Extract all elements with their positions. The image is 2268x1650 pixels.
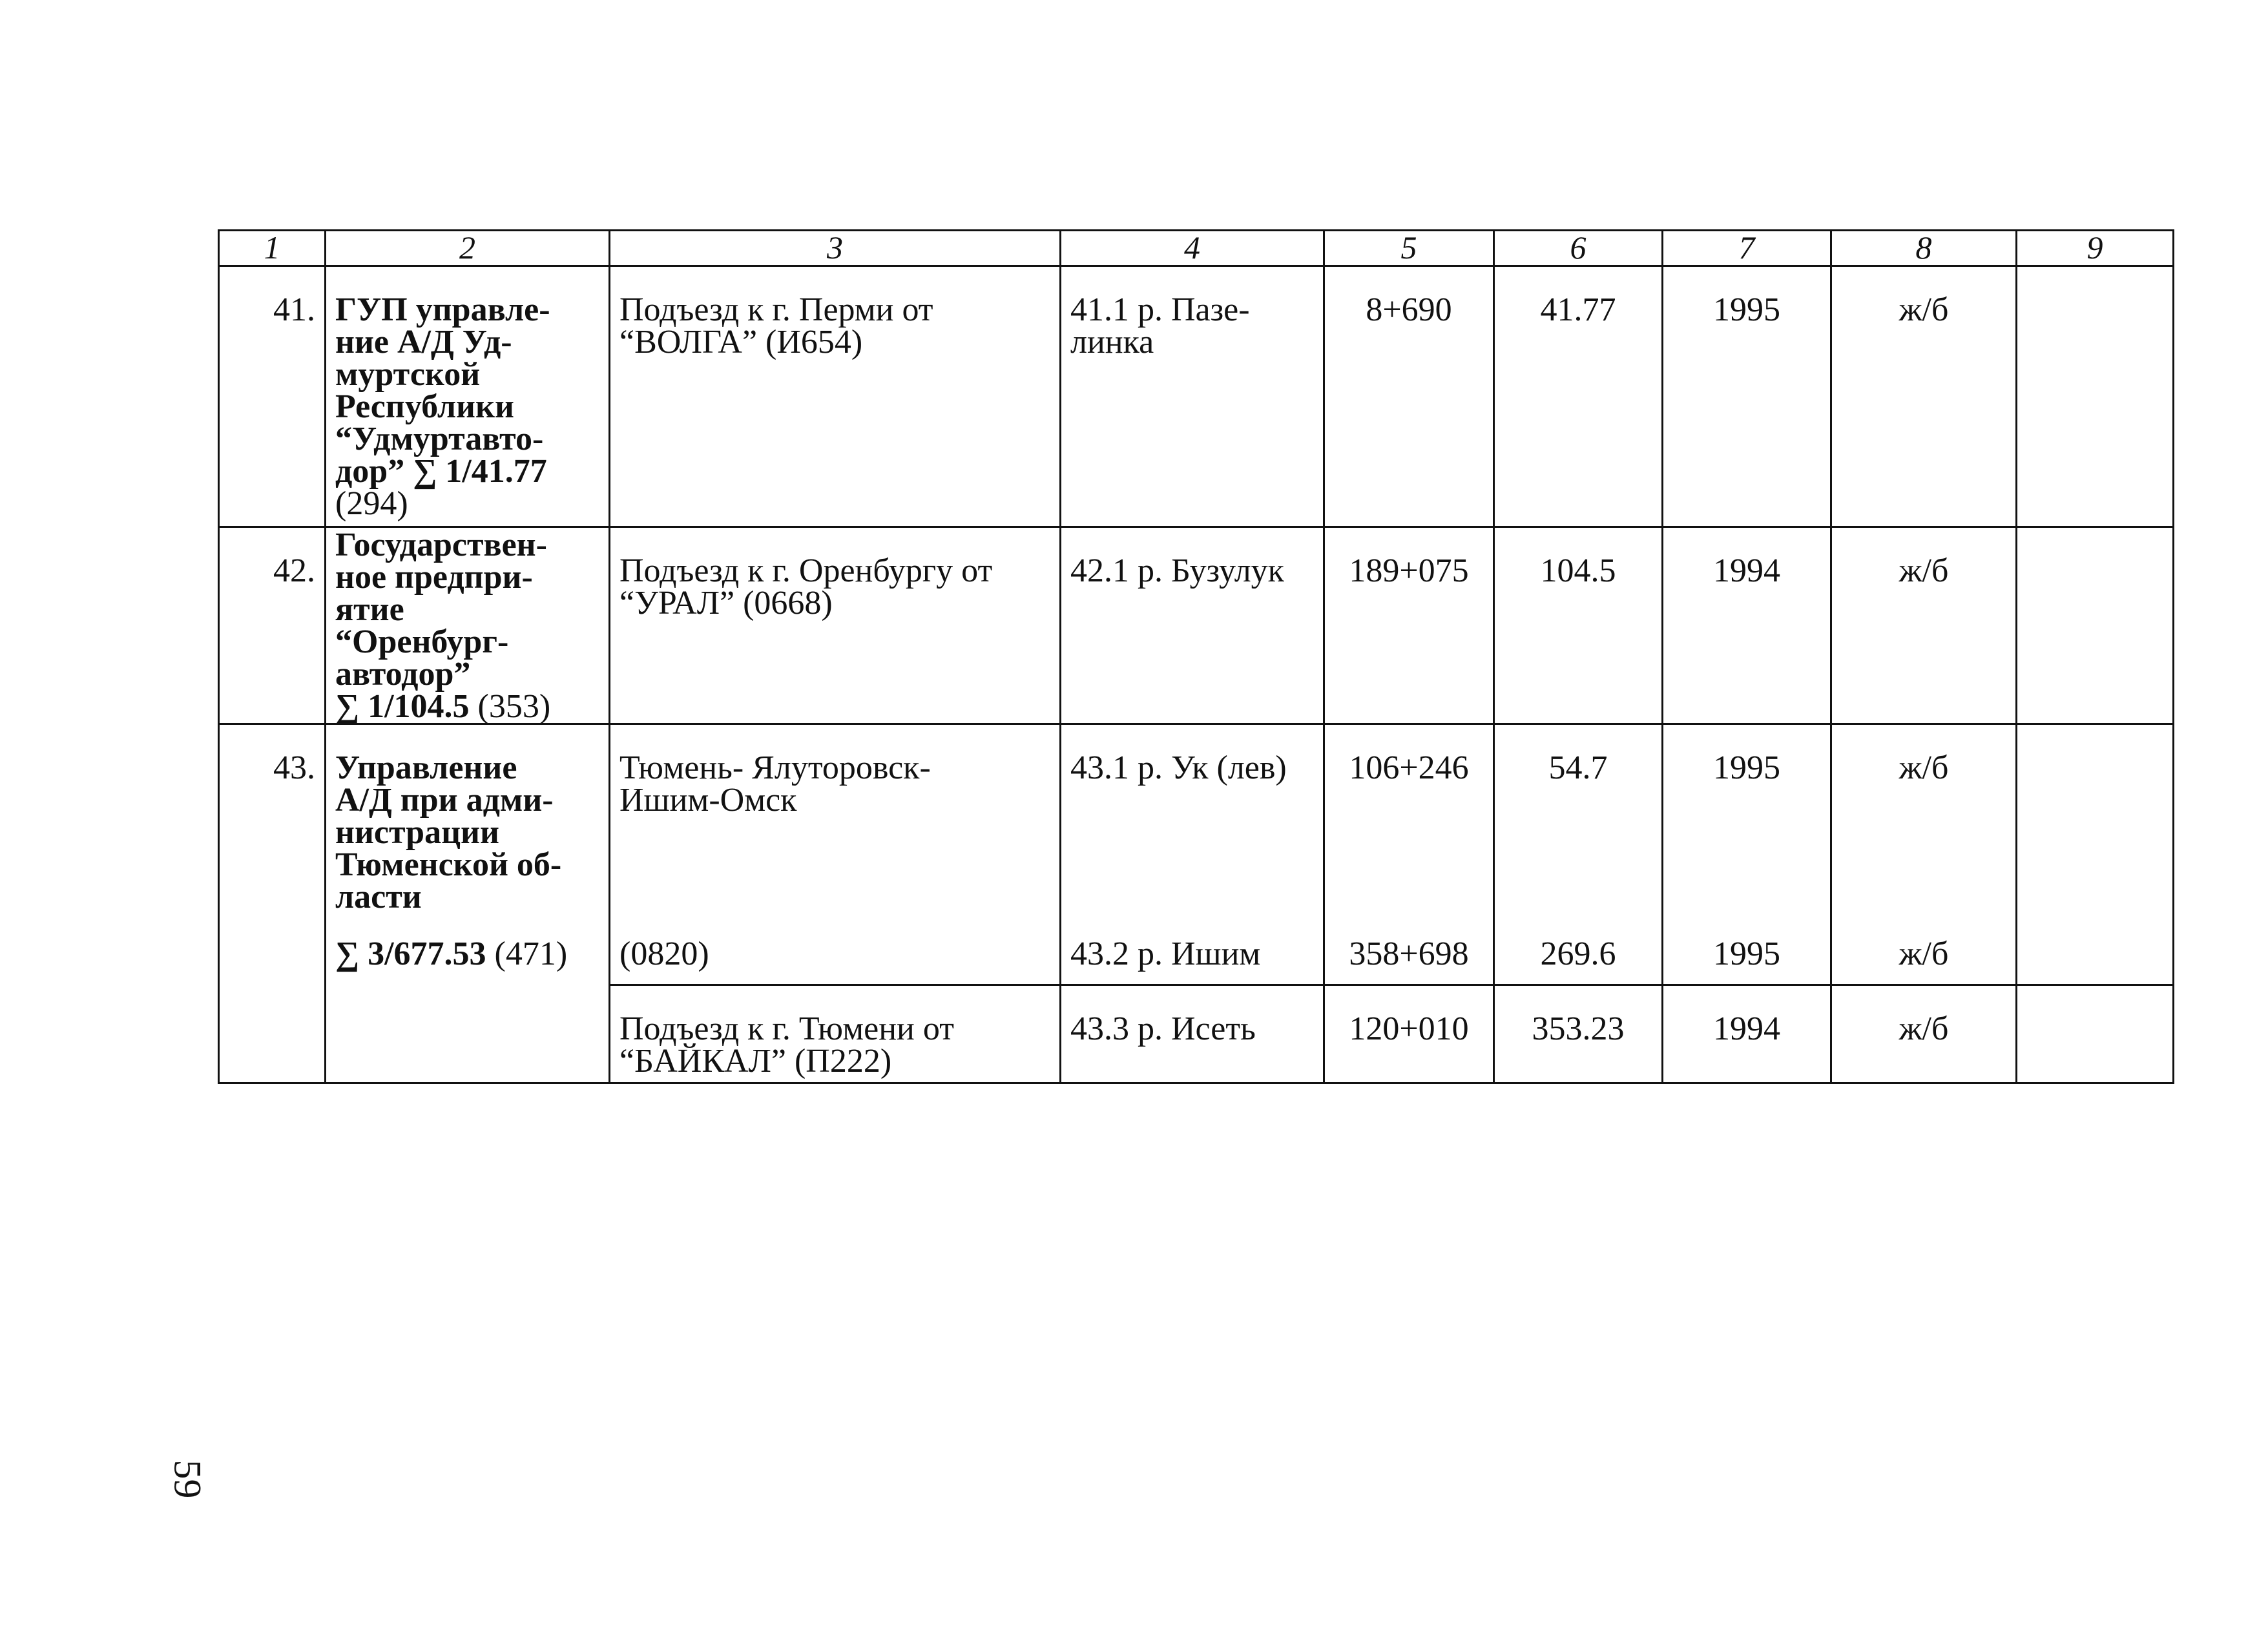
org-line: “Оренбург- (335, 623, 509, 660)
org-line: Управление (335, 749, 517, 786)
bridge-cell (1061, 985, 1324, 1083)
year-cell: 1994 (1663, 985, 1831, 1083)
year-value: 1995 (1713, 749, 1780, 786)
year-cell: 1994 (1663, 527, 1831, 724)
road-cell (610, 527, 1061, 724)
table-row (219, 527, 2174, 724)
org-summary-value: ∑ 3/677.53 (335, 935, 486, 972)
col-header-2: 2 (326, 231, 610, 266)
bridge-line: 43.2 р. Ишим (1070, 935, 1261, 972)
org-summary (335, 935, 605, 972)
length-cell (1494, 724, 1663, 985)
road-cell (610, 724, 1061, 985)
length-cell: 353.23 (1494, 985, 1663, 1083)
note-cell (2017, 724, 2174, 985)
km-value: 106+246 (1349, 749, 1469, 786)
table-row (219, 266, 2174, 527)
road-line: Ишим-Омск (619, 782, 797, 819)
col-header-8: 8 (1831, 231, 2017, 266)
org-line: автодор” (335, 656, 471, 693)
org-line: Тюменской об- (335, 846, 562, 883)
km-value: 358+698 (1349, 935, 1469, 972)
km-cell (1324, 724, 1494, 985)
bridge-cell (1061, 266, 1324, 527)
row-number: 41. (219, 266, 326, 527)
length-value: 269.6 (1540, 935, 1616, 972)
header-row (219, 231, 2174, 266)
bridge-line: 42.1 р. Бузулук (1070, 552, 1284, 589)
org-line: ное предпри- (335, 559, 533, 596)
col-header-9: 9 (2017, 231, 2174, 266)
organization-cell (326, 266, 610, 527)
km-cell: 120+010 (1324, 985, 1494, 1083)
length-value: 54.7 (1548, 749, 1608, 786)
page-number: 59 (166, 1459, 209, 1499)
org-line: дор” ∑ 1/41.77 (335, 453, 547, 490)
road-line: “ВОЛГА” (И654) (619, 324, 863, 360)
bridge-line: 41.1 р. Пазе- (1070, 291, 1250, 328)
org-line: Государствен- (335, 527, 547, 563)
organization-cell (326, 527, 610, 724)
org-code: (294) (335, 485, 408, 522)
col-header-6: 6 (1494, 231, 1663, 266)
material-cell: ж/б (1831, 985, 2017, 1083)
year-cell: 1995 (1663, 266, 1831, 527)
col-header-7: 7 (1663, 231, 1831, 266)
year-cell (1663, 724, 1831, 985)
length-cell: 104.5 (1494, 527, 1663, 724)
material-cell: ж/б (1831, 266, 2017, 527)
road-line: “УРАЛ” (0668) (619, 585, 833, 621)
material-value: ж/б (1899, 749, 1949, 786)
year-value: 1995 (1713, 935, 1780, 972)
bridge-cell (1061, 724, 1324, 985)
col-header-3: 3 (610, 231, 1061, 266)
org-line: ласти (335, 879, 422, 915)
material-cell (1831, 724, 2017, 985)
material-value: ж/б (1899, 935, 1949, 972)
col-header-5: 5 (1324, 231, 1494, 266)
org-line: нистрации (335, 814, 499, 851)
road-line: “БАЙКАЛ” (П222) (619, 1043, 892, 1080)
org-line: А/Д при адми- (335, 782, 554, 819)
material-cell: ж/б (1831, 527, 2017, 724)
bridge-cell (1061, 527, 1324, 724)
table-row (219, 724, 2174, 985)
road-cell (610, 266, 1061, 527)
road-cell (610, 985, 1061, 1083)
org-line: ние А/Д Уд- (335, 324, 512, 360)
org-code: (471) (486, 935, 568, 972)
bridges-table (218, 229, 2174, 1084)
org-line: Республики (335, 388, 514, 425)
col-header-4: 4 (1061, 231, 1324, 266)
length-cell: 41.77 (1494, 266, 1663, 527)
org-summary (335, 688, 605, 725)
km-cell: 189+075 (1324, 527, 1494, 724)
km-cell: 8+690 (1324, 266, 1494, 527)
org-line: муртской (335, 356, 481, 393)
road-line: Подъезд к г. Оренбургу от (619, 552, 993, 589)
road-line: Подъезд к г. Тюмени от (619, 1010, 954, 1047)
bridge-line: 43.1 р. Ук (лев) (1070, 749, 1287, 786)
org-line: “Удмуртавто- (335, 421, 544, 457)
organization-cell (326, 724, 610, 1083)
note-cell (2017, 985, 2174, 1083)
bridge-line: 43.3 р. Исеть (1070, 1010, 1256, 1047)
row-number: 43. (219, 724, 326, 1083)
note-cell (2017, 266, 2174, 527)
road-line: Тюмень- Ялуторовск- (619, 749, 931, 786)
col-header-1: 1 (219, 231, 326, 266)
road-code: (0820) (619, 935, 709, 972)
bridge-line: линка (1070, 324, 1154, 360)
row-number: 42. (219, 527, 326, 724)
note-cell (2017, 527, 2174, 724)
org-line: ятие (335, 591, 404, 628)
org-line: ГУП управле- (335, 291, 550, 328)
road-line: Подъезд к г. Перми от (619, 291, 933, 328)
org-summary-value: ∑ 1/104.5 (335, 688, 470, 725)
org-code: (353) (469, 688, 551, 725)
